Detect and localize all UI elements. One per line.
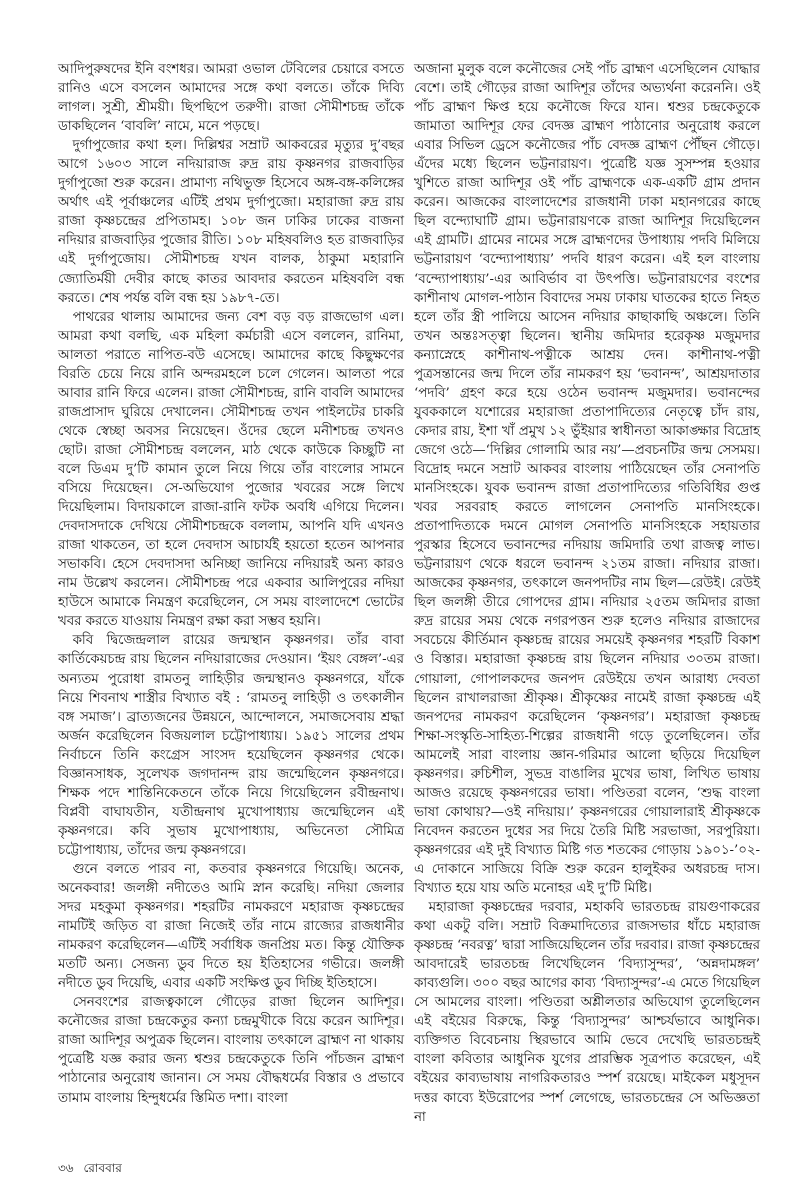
right-column (414, 60, 760, 1127)
paragraph: মহারাজা কৃষ্ণচন্দ্রের দরবার, মহাকবি ভারতচন্দ্র রায়গুণাকরের কথা একটু বলি। সম্রাট বিক্রমাদিত্যের রাজসভার ধাঁচে মহারাজ কৃষ্ণচন্দ্র ‘নবরত্ন’ দ্বারা সাজিয়েছিলেন তাঁর দরবার। রাজা কৃষ্ণচন্দ্রের আবদারেই ভারতচন্দ্র লিখেছিলেন ‘বিদ্যাসুন্দর’, ‘অন্নদামঙ্গল’ কাব্যগুলি। ৩০০ বছর আগের কাব্য ‘বিদ্যাসুন্দর’-এ মেতে গিয়েছিল সে আমলের বাংলা। পণ্ডিতরা অশ্লীলতার অভিযোগ তুলেছিলেন এই বইয়ের বিরুদ্ধে, কিন্তু ‘বিদ্যাসুন্দর’ আশ্চর্যভাবে আধুনিক। ব্যক্তিগত বিবেচনায় স্থিরভাবে আমি ভেবে দেখেছি ভারতচন্দ্রই বাংলা কবিতার আধুনিক যুগের প্রারম্ভিক সূত্রপাত করেছেন, এই বইয়ের কাব্যভাষায় নাগরিকতারও স্পর্শ রয়েছে। মাইকেল মধুসূদন দত্তর কাব্যে ইউরোপের স্পর্শ লেগেছে, ভারতচন্দ্রের সে অভিজ্ঞতা না (414, 900, 760, 1125)
paragraph: আদিপুরুষদের ইনি বংশধর। আমরা ওভাল টেবিলের চেয়ারে বসতে রানিও এসে বসলেন আমাদের সঙ্গে কথা বলতে। তাঁকে দিব্যি লাগল। সুশ্রী, শ্রীময়ী। ছিপছিপে তরুণী। রাজা সৌমীশচন্দ্র তাঁকে ডাকছিলেন ‘বাবলি’ নামে, মনে পড়ছে। (58, 62, 404, 135)
paragraph: সেনবংশের রাজত্বকালে গৌড়ের রাজা ছিলেন আদিশূর। কনৌজের রাজা চন্দ্রকেতুর কন্যা চন্দ্রমুখীকে বিয়ে করেন আদিশূর। রাজা আদিশূর অপুত্রক ছিলেন। বাংলায় তৎকালে ব্রাহ্মণ না থাকায় পুত্রেষ্টি যজ্ঞ করার জন্য শ্বশুর চন্দ্রকেতুকে তিনি পাঁচজন ব্রাহ্মণ পাঠানোর অনুরোধ জানান। সে সময় বৌদ্ধধর্মের বিস্তার ও প্রভাবে তামাম বাংলায় হিন্দুধর্মের স্তিমিত দশা। বাংলা (58, 995, 404, 1106)
magazine-name: রোববার (83, 1161, 122, 1175)
page-footer (58, 1160, 128, 1180)
paragraph: কবি দ্বিজেন্দ্রলাল রায়ের জন্মস্থান কৃষ্ণনগর। তাঁর বাবা কার্তিকেয়চন্দ্র রায় ছিলেন নদিয়ারাজের দেওয়ান। ‘ইয়ং বেঙ্গল’-এর অন্যতম পুরোধা রামতনু লাহিড়ীর জন্মস্থানও কৃষ্ণনগরে, যাঁকে নিয়ে শিবনাথ শাস্ত্রীর বিখ্যাত বই : ‘রামতনু লাহিড়ী ও তৎকালীন বঙ্গ সমাজ’। ব্রাত্যজনের উন্নয়নে, আন্দোলনে, সমাজসেবায় শ্রদ্ধা অর্জন করেছিলেন বিজয়লাল চট্টোপাধ্যায়। ১৯৫১ সালের প্রথম নির্বাচনে তিনি কংগ্রেস সাংসদ হয়েছিলেন কৃষ্ণনগর থেকে। বিজ্ঞানসাধক, সুলেখক জগদানন্দ রায় জন্মেছিলেন কৃষ্ণনগরে। শিক্ষক পদে শান্তিনিকেতনে তাঁকে নিয়ে গিয়েছিলেন রবীন্দ্রনাথ। বিপ্লবী বাঘাযতীন, যতীন্দ্রনাথ মুখোপাধ্যায় জন্মেছিলেন এই কৃষ্ণনগরে। কবি সুভাষ মুখোপাধ্যায়, অভিনেতা সৌমিত্র চট্টোপাধ্যায়, তাঁদের জন্ম কৃষ্ণনগরে। (58, 633, 404, 858)
paragraph: দুর্গাপুজোর কথা হল। দিল্লিশ্বর সম্রাট আকবরের মৃত্যুর দু’বছর আগে ১৬০৩ সালে নদিয়ারাজ রুদ্র রায় কৃষ্ণনগর রাজবাড়ির দুর্গাপুজো শুরু করেন। প্রামাণ্য নথিভুক্ত হিসেবে অঙ্গ-বঙ্গ-কলিঙ্গের অর্থাৎ এই পূর্বাঞ্চলের এটিই প্রথম দুর্গাপুজো। মহারাজা রুদ্র রায় রাজা কৃষ্ণচন্দ্রের প্রপিতামহ। ১০৮ জন ঢাকির ঢাকের বাজনা নদিয়ার রাজবাড়ির পুজোর রীতি। ১০৮ মহিষবলিও হত রাজবাড়ির এই দুর্গাপুজোয়। সৌমীশচন্দ্র যখন বালক, ঠাকুমা মহারানি জ্যোতির্ময়ী দেবীর কাছে কাতর আবদার করতেন মহিষবলি বন্ধ করতে। শেষ পর্যন্ত বলি বন্ধ হয় ১৯৮৭-তে। (58, 138, 404, 306)
paragraph: অজানা মুলুক বলে কনৌজের সেই পাঁচ ব্রাহ্মণ এসেছিলেন যোদ্ধার বেশে। তাই গৌড়ের রাজা আদিশূর তাঁদের অভ্যর্থনা করেননি। ওই পাঁচ ব্রাহ্মণ ক্ষিপ্ত হয়ে কনৌজে ফিরে যান। শ্বশুর চন্দ্রকেতুকে জামাতা আদিশূর ফের বেদজ্ঞ ব্রাহ্মণ পাঠানোর অনুরোধ করলে এবার সিভিল ড্রেসে কনৌজের পাঁচ বেদজ্ঞ ব্রাহ্মণ পৌঁছন গৌড়ে। এঁদের মধ্যে ছিলেন ভট্টনারায়ণ। পুত্রেষ্টি যজ্ঞ সুসম্পন্ন হওয়ার খুশিতে রাজা আদিশূর ওই পাঁচ ব্রাহ্মণকে এক-একটি গ্রাম প্রদান করেন। আজকের বাংলাদেশের রাজধানী ঢাকা মহানগরের কাছে ছিল বন্দ্যোঘাটি গ্রাম। ভট্টনারায়ণকে রাজা আদিশূর দিয়েছিলেন এই গ্রামটি। গ্রামের নামের সঙ্গে ব্রাহ্মণদের উপাধ্যায় পদবি মিলিয়ে ভট্টনারায়ণ ‘বন্দ্যোপাধ্যায়’ পদবি ধারণ করেন। এই হল বাংলায় ‘বন্দ্যোপাধ্যায়’-এর আবির্ভাব বা উৎপত্তি। ভট্টনারায়ণের বংশের কাশীনাথ মোগল-পাঠান বিবাদের সময় ঢাকায় ঘাতকের হাতে নিহত হলে তাঁর স্ত্রী পালিয়ে আসেন নদিয়ার কাছাকাছি অঞ্চলে। তিনি তখন অন্তঃসত্ত্বা ছিলেন। স্থানীয় জমিদার হরেকৃষ্ণ মজুমদার কন্যাস্নেহে কাশীনাথ-পত্নীকে আশ্রয় দেন। কাশীনাথ-পত্নী পুত্রসন্তানের জন্ম দিলে তাঁর নামকরণ হয় ‘ভবানন্দ’, আশ্রয়দাতার ‘পদবি’ গ্রহণ করে হয়ে ওঠেন ভবানন্দ মজুমদার। ভবানন্দের যুবককালে যশোরের মহারাজা প্রতাপাদিত্যের নেতৃত্বে চাঁদ রায়, কেদার রায়, ইশা খাঁ প্রমুখ ১২ ভুঁইয়ার স্বাধীনতা আকাঙ্ক্ষার বিদ্রোহ জেগে ওঠে—‘দিল্লির গোলামি আর নয়’—প্রবচনটির জন্ম সেসময়। বিদ্রোহ দমনে সম্রাট আকবর বাংলায় পাঠিয়েছেন তাঁর সেনাপতি মানসিংহকে। যুবক ভবানন্দ রাজা প্রতাপাদিত্যের গতিবিধির গুপ্ত খবর সরবরাহ করতে লাগলেন সেনাপতি মানসিংহকে। প্রতাপাদিত্যকে দমনে মোগল সেনাপতি মানসিংহকে সহায়তার পুরস্কার হিসেবে ভবানন্দের নদিয়ায় জমিদারি তথা রাজত্ব লাভ। ভট্টনারায়ণ থেকে ধরলে ভবানন্দ ২১তম রাজা। নদিয়ার রাজা। আজকের কৃষ্ণনগর, তৎকালে জনপদটির নাম ছিল—রেউই। রেউই ছিল জলঙ্গী তীরে গোপদের গ্রাম। নদিয়ার ২৫তম জমিদার রাজা রুদ্র রায়ের সময় থেকে নগরপত্তন শুরু হলেও নদিয়ার রাজাদের সবচেয়ে কীর্তিমান কৃষ্ণচন্দ্র রায়ের সময়েই কৃষ্ণনগর শহরটি বিকাশ ও বিস্তার। মহারাজা কৃষ্ণচন্দ্র রায় ছিলেন নদিয়ার ৩০তম রাজা। গোয়ালা, গোপালকদের জনপদ রেউইয়ে তখন আরাধ্য দেবতা ছিলেন রাখালরাজা শ্রীকৃষ্ণ। শ্রীকৃষ্ণের নামেই রাজা কৃষ্ণচন্দ্র এই জনপদের নামকরণ করেছিলেন ‘কৃষ্ণনগর’। মহারাজা কৃষ্ণচন্দ্র শিক্ষা-সংস্কৃতি-সাহিত্য-শিল্পের রাজধানী গড়ে তুলেছিলেন। তাঁর আমলেই সারা বাংলায় জ্ঞান-গরিমার আলো ছড়িয়ে দিয়েছিল কৃষ্ণনগর। রুচিশীল, সুভদ্র বাঙালির মুখের ভাষা, লিখিত ভাষায় আজও রয়েছে কৃষ্ণনগরের ভাষা। পণ্ডিতরা বলেন, ‘শুদ্ধ বাংলা ভাষা কোথায়?—ওই নদিয়ায়।’ কৃষ্ণনগরের গোয়ালারাই শ্রীকৃষ্ণকে নিবেদন করতেন দুধের সর দিয়ে তৈরি মিষ্টি সরভাজা, সরপুরিয়া। কৃষ্ণনগরের এই দুই বিখ্যাত মিষ্টি গত শতকের গোড়ায় ১৯০১-’০২-এ দোকানে সাজিয়ে বিক্রি শুরু করেন হালুইকর অধরচন্দ্র দাস। বিখ্যাত হয়ে যায় অতি মনোহর এই দু’টি মিষ্টি। (414, 62, 760, 897)
page-number: ৩৬ (58, 1161, 74, 1175)
left-column (58, 60, 404, 1108)
paragraph: পাথরের থালায় আমাদের জন্য বেশ বড় বড় রাজভোগ এল। আমরা কথা বলছি, এক মহিলা কর্মচারী এসে বললেন, রানিমা, আলতা পরাতে নাপিত-বউ এসেছে। আমাদের কাছে কিছুক্ষণের বিরতি চেয়ে নিয়ে রানি অন্দরমহলে চলে গেলেন। আলতা পরে আবার রানি ফিরে এলেন। রাজা সৌমীশচন্দ্র, রানি বাবলি আমাদের রাজপ্রাসাদ ঘুরিয়ে দেখালেন। সৌমীশচন্দ্র তখন পাইলটের চাকরি থেকে স্বেচ্ছা অবসর নিয়েছেন। ওঁদের ছেলে মনীশচন্দ্র তখনও ছোট। রাজা সৌমীশচন্দ্র বললেন, মাঠ থেকে কাউকে কিচ্ছুটি না বলে ডিএম দু’টি কামান তুলে নিয়ে গিয়ে তাঁর বাংলোর সামনে বসিয়ে দিয়েছেন। সে-অভিযোগ পুজোর খবরের সঙ্গে লিখে দিয়েছিলাম। বিদায়কালে রাজা-রানি ফটক অবধি এগিয়ে দিলেন। দেবদাসদাকে দেখিয়ে সৌমীশচন্দ্রকে বললাম, আপনি যদি এখনও রাজা থাকতেন, তা হলে দেবদাস আচার্যই হয়তো হতেন আপনার সভাকবি। হেসে দেবদাসদা অনিচ্ছা জানিয়ে নদিয়ারই অন্য কারও নাম উল্লেখ করলেন। সৌমীশচন্দ্র পরে একবার আলিপুরের নদিয়া হাউসে আমাকে নিমন্ত্রণ করেছিলেন, সে সময় বাংলাদেশে ভোটের খবর করতে যাওয়ায় নিমন্ত্রণ রক্ষা করা সম্ভব হয়নি। (58, 309, 404, 630)
paragraph: গুনে বলতে পারব না, কতবার কৃষ্ণনগরে গিয়েছি। অনেক, অনেকবার! জলঙ্গী নদীতেও আমি স্নান করেছি। নদিয়া জেলার সদর মহকুমা কৃষ্ণনগর। শহরটির নামকরণে মহারাজ কৃষ্ণচন্দ্রের নামটিই জড়িত বা রাজা নিজেই তাঁর নামে রাজ্যের রাজধানীর নামকরণ করেছিলেন—এটিই সর্বাধিক জনপ্রিয় মত। কিন্তু যৌক্তিক মতটি অন্য। সেজন্য ডুব দিতে হয় ইতিহাসের গভীরে। জলঙ্গী নদীতে ডুব দিয়েছি, এবার একটি সংক্ষিপ্ত ডুব দিচ্ছি ইতিহাসে। (58, 861, 404, 992)
